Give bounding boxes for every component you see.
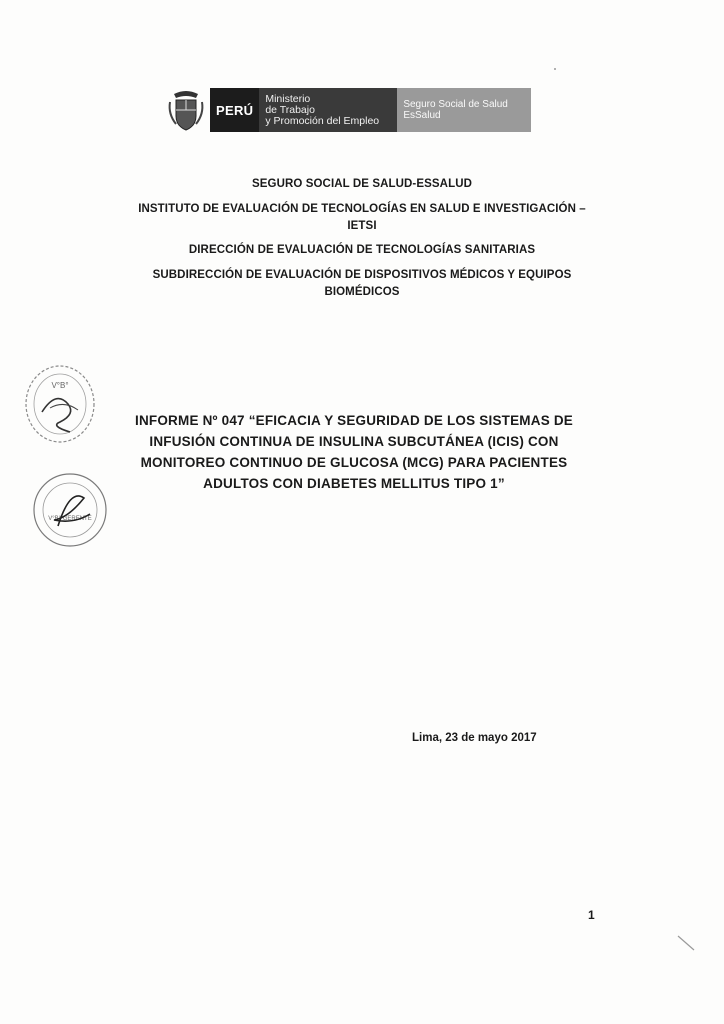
country-label: PERÚ [210,88,259,132]
report-title-line: INFUSIÓN CONTINUA DE INSULINA SUBCUTÁNEA (ICIS) CON [149,434,559,449]
heading-ietsi-acronym: IETSI [347,220,377,232]
report-title [118,410,590,494]
page-number: 1 [588,908,595,922]
heading-ietsi: INSTITUTO DE EVALUACIÓN DE TECNOLOGÍAS EN SALUD E INVESTIGACIÓN – [138,203,586,215]
agency-line: EsSalud [403,110,441,121]
ministry-line: de Trabajo [265,103,315,116]
agency-label [397,88,531,132]
report-title-line: ADULTOS CON DIABETES MELLITUS TIPO 1” [203,476,505,491]
approval-stamp-icon [20,360,104,450]
heading-direction: DIRECCIÓN DE EVALUACIÓN DE TECNOLOGÍAS SANITARIAS [188,244,536,256]
heading-subdirection: SUBDIRECCIÓN DE EVALUACIÓN DE DISPOSITIVOS MÉDICOS Y EQUIPOS [152,269,572,281]
report-title-line: INFORME Nº 047 “EFICACIA Y SEGURIDAD DE LOS SISTEMAS DE [135,413,573,428]
agency-line: Seguro Social de Salud [403,99,508,110]
document-date: Lima, 23 de mayo 2017 [412,732,537,744]
scan-mark-icon [676,934,698,956]
approval-stamp-icon [28,468,114,552]
heading-essalud: SEGURO SOCIAL DE SALUD-ESSALUD [251,178,473,190]
government-logo-band [166,88,531,132]
peru-coat-of-arms-icon [166,88,206,132]
scan-dot-icon [552,66,558,72]
ministry-label [259,88,397,132]
stamp-label: V°B° [51,381,69,390]
ministry-line: Ministerio [265,92,311,105]
stamp-label: V°B° GERENTE [48,516,92,522]
ministry-line: y Promoción del Empleo [265,114,380,127]
report-title-line: MONITOREO CONTINUO DE GLUCOSA (MCG) PARA PACIENTES [140,455,568,470]
heading-subdirection-cont: BIOMÉDICOS [324,286,400,298]
